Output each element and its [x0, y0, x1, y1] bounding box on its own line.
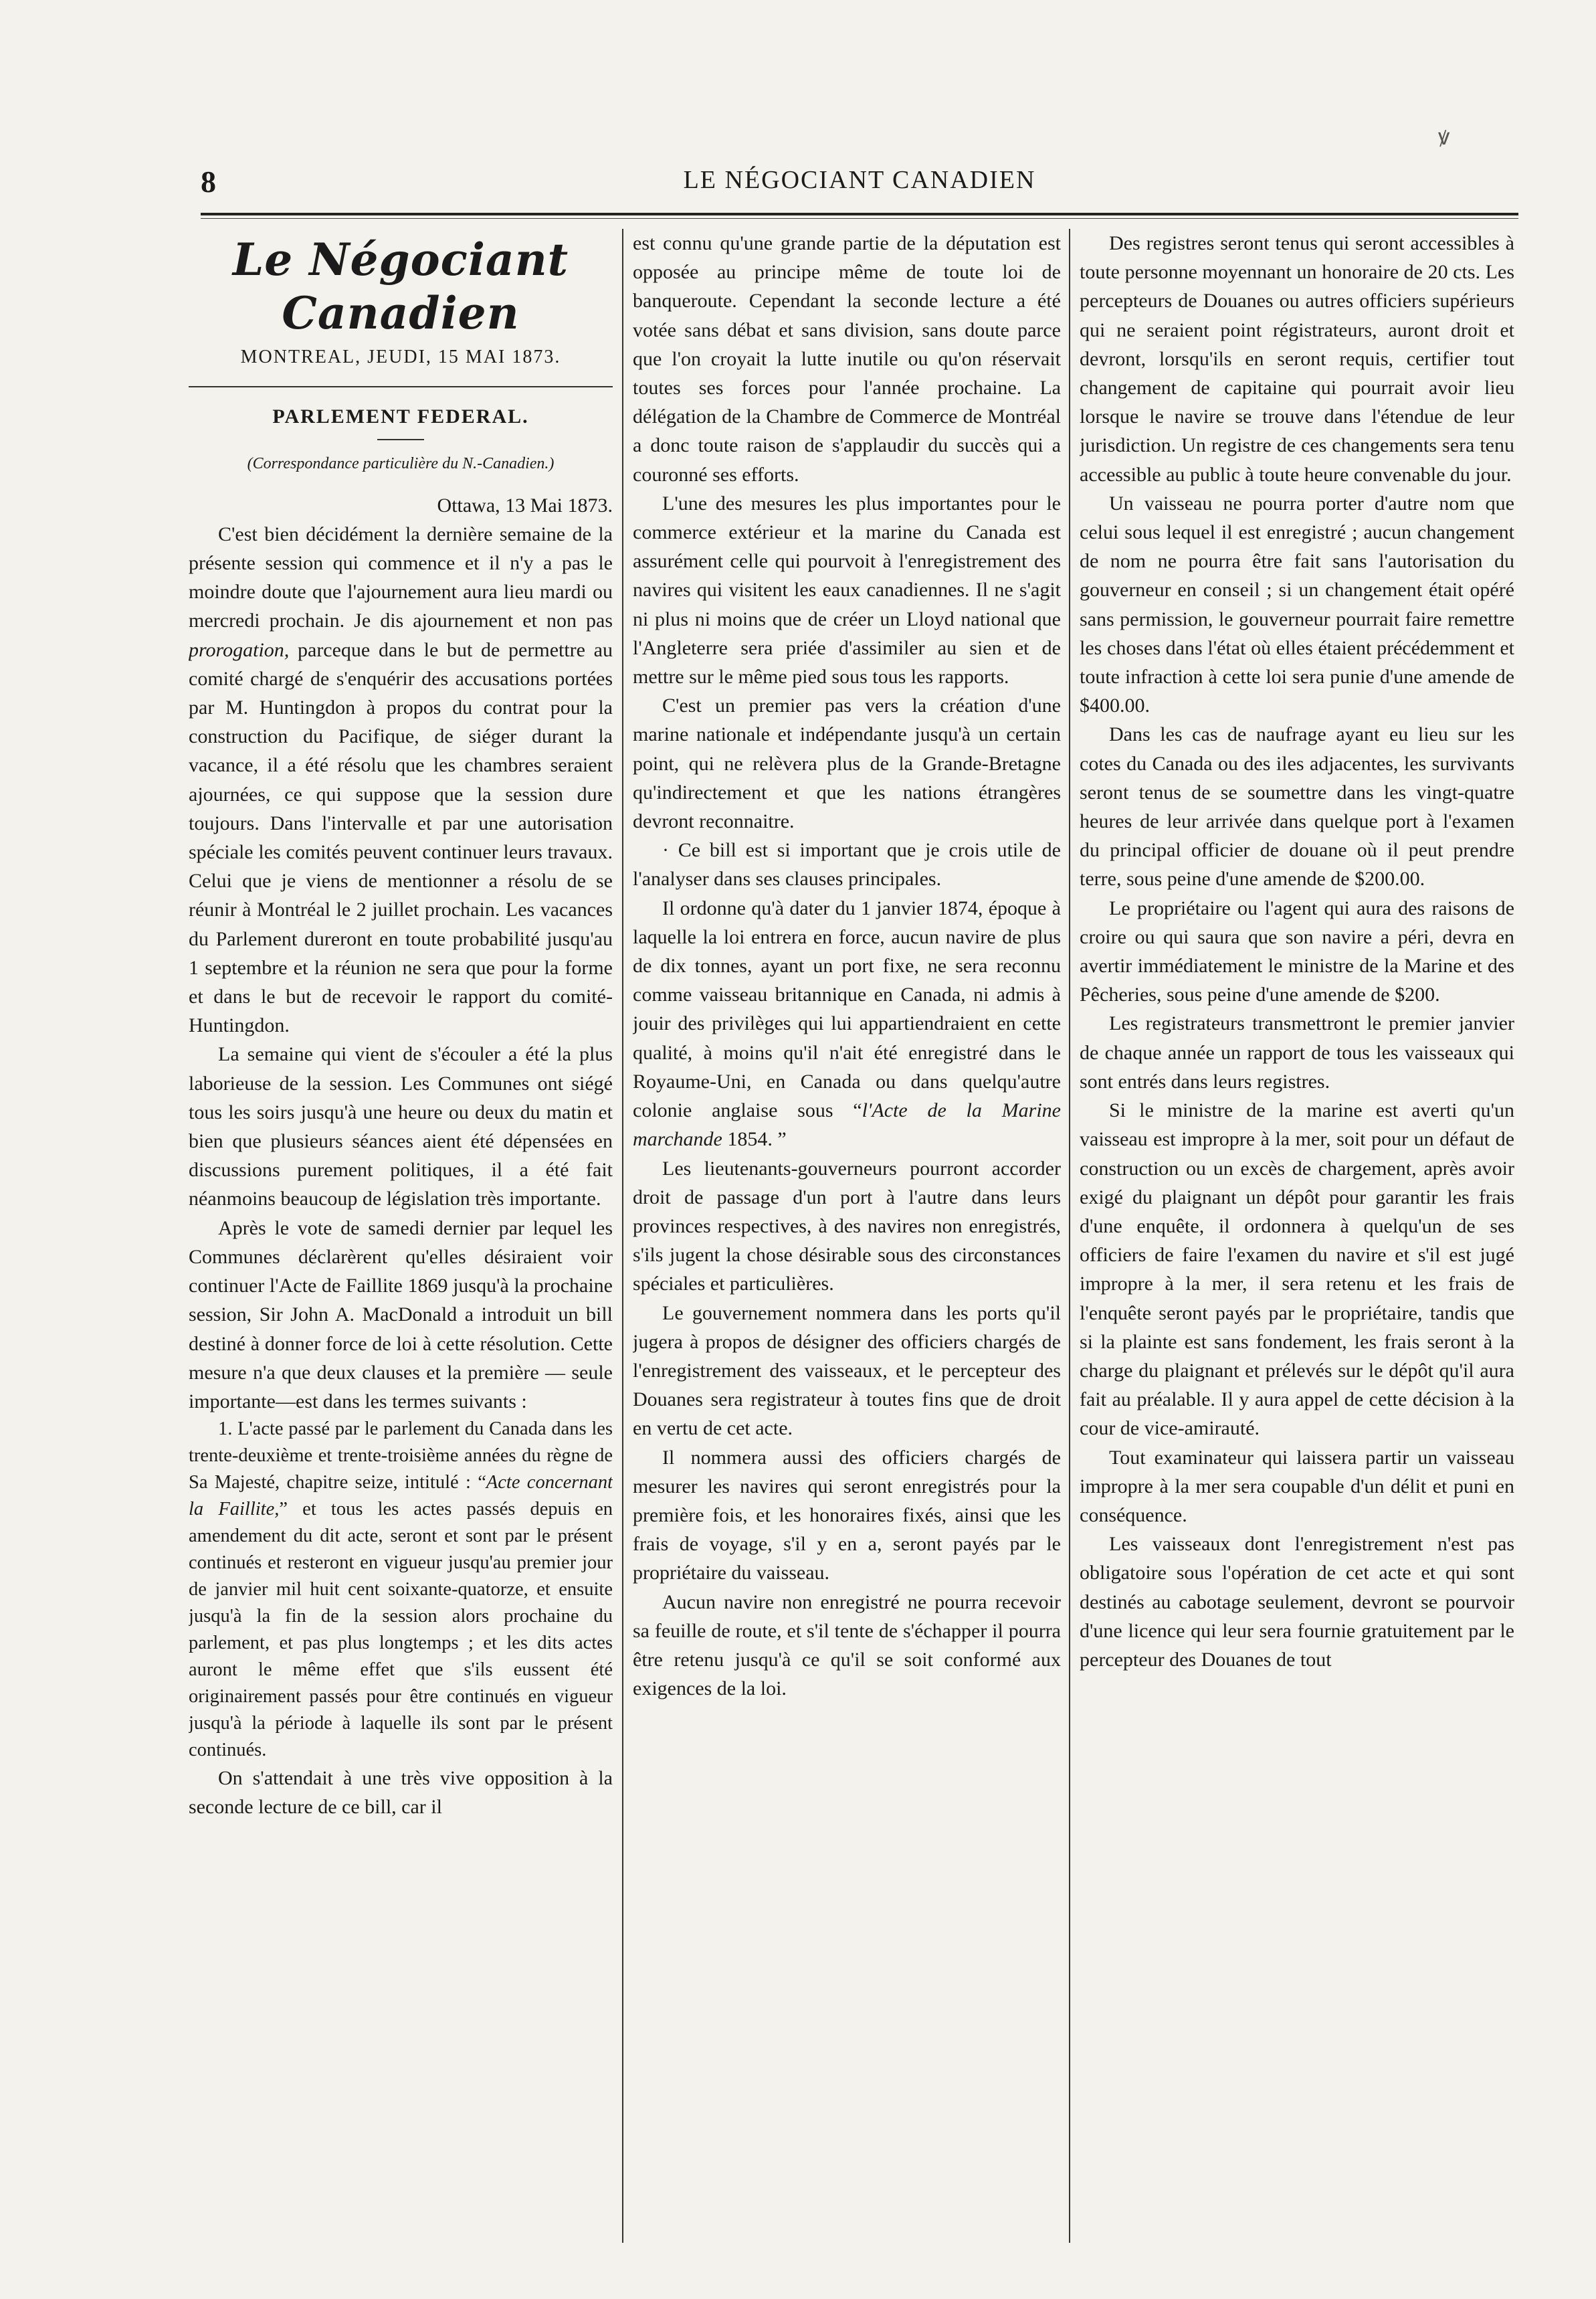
article-paragraph: Un vaisseau ne pourra porter d'autre nom que celui sous lequel il est enregistré ; aucun changement de nom ne pourra être fait sans l'autorisation du gouverneur en conseil ; si un changement était opéré sans permission, le gouverneur pourrait faire remettre les choses dans l'état où elles étaient précédemment et toute infraction à cette loi sera punie d'une amende de $400.00.: [1080, 492, 1514, 717]
article-paragraph: L'une des mesures les plus importantes pour le commerce extérieur et la marine du Canada est assurément celle qui pourvoit à l'enregistrement des navires qui visitent les eaux canadiennes. Il ne s'agit ni plus ni moins que de créer un Lloyd national que l'Angleterre sera priée d'assimiler au sien et de mettre sur le même pied sous tous les rapports.: [633, 492, 1061, 688]
dateline: MONTREAL, JEUDI, 15 MAI 1873.: [240, 347, 561, 367]
article-paragraph: Les lieutenants-gouverneurs pourront accorder droit de passage d'un port à l'autre dans leurs provinces respectives, à des navires non enregistrés, s'ils jugent la chose désirable sous des circonstances spéciales et particulières.: [633, 1157, 1061, 1295]
article-paragraph: Aucun navire non enregistré ne pourra recevoir sa feuille de route, et s'il tente de s'échapper il pourra être retenu jusqu'à ce qu'il se soit conformé aux exigences de la loi.: [633, 1590, 1061, 1700]
corner-mark: ꝟ: [1438, 125, 1450, 150]
page-number: 8: [201, 165, 216, 199]
section-rule: [189, 386, 613, 387]
page-header: [201, 164, 1518, 204]
article-paragraph: · Ce bill est si important que je crois utile de l'analyser dans ses clauses principales.: [633, 839, 1061, 891]
article-paragraph: C'est un premier pas vers la création d'une marine nationale et indépendante jusqu'à un certain point, qui ne relèvera plus de la Grande-Bretagne qu'indirectement et que les nations étrangères devront reconnaitre.: [633, 695, 1061, 833]
article-paragraph: Il nommera aussi des officiers chargés de mesurer les navires qui seront enregistrés pour la première fois, et les honoraires fixés, ainsi que les frais de voyage, s'il y en a, seront payés par le propriétaire du vaisseau.: [633, 1446, 1061, 1584]
place-date: Ottawa, 13 Mai 1873.: [437, 494, 613, 517]
masthead: LE NÉGOCIANT CANADIEN: [683, 166, 1036, 194]
column-divider-2: [1069, 229, 1070, 2243]
article-paragraph: Après le vote de samedi dernier par lequel les Communes déclarèrent qu'elles désiraient voir continuer l'Acte de Faillite 1869 jusqu'à la prochaine session, Sir John A. MacDonald a introduit un bill destiné à donner force de loi à cette résolution. Cette mesure n'a que deux clauses et la première — seule importante—est dans les termes suivants :: [189, 1216, 613, 1412]
article-paragraph: est connu qu'une grande partie de la députation est opposée au principe même de toute loi de banqueroute. Cependant la seconde lecture a été votée sans débat et sans division, sans doute parce que l'on croyait la lutte inutile ou qu'on réservait toutes ses forces pour l'année prochaine. La délégation de la Chambre de Commerce de Montréal a donc toute raison de s'applaudir du succès qui a couronné ses efforts.: [633, 232, 1061, 486]
header-rule-thin: [201, 218, 1518, 219]
article-paragraph: Tout examinateur qui laissera partir un vaisseau impropre à la mer sera coupable d'un délit et puni en conséquence.: [1080, 1446, 1514, 1526]
article-paragraph: Si le ministre de la marine est averti qu'un vaisseau est impropre à la mer, soit pour un défaut de construction ou un excès de chargement, après avoir exigé du plaignant un dépôt pour garantir les frais d'une enquête, il ordonnera à quelqu'un de ses officiers de faire l'examen du navire et s'il est jugé impropre à la mer, il sera retenu et les frais de l'enquête seront payés par le propriétaire, tandis que si la plainte est sans fondement, les frais seront à la charge du plaignant et prélevés sur le dépôt qu'il aura fait au préalable. Il y aura appel de cette décision à la cour de vice-amirauté.: [1080, 1099, 1514, 1440]
paper-title: Le Négociant Canadien: [232, 234, 569, 339]
section-short-rule: [377, 439, 424, 440]
article-paragraph: Des registres seront tenus qui seront accessibles à toute personne moyennant un honoraire de 20 cts. Les percepteurs de Douanes ou autres officiers supérieurs qui ne seraient point régistrateurs, auront droit et devront, lorsqu'ils en seront requis, certifier tout changement de capitaine qui pourrait avoir lieu lorsque le navire se trouve dans l'étendue de leur jurisdiction. Un registre de ces changements sera tenu accessible au public à toute heure convenable du jour.: [1080, 232, 1514, 486]
quoted-clause: 1. L'acte passé par le parlement du Canada dans les trente-deuxième et trente-troisième années du règne de Sa Majesté, chapitre seize, intitulé : “Acte concernant la Faillite,” et tous les actes passés depuis en amendement du dit acte, seront et sont par le présent continués et resteront en vigueur jusqu'au premier jour de janvier mil huit cent soixante-quatorze, et ensuite jusqu'à la fin de la session alors prochaine du parlement, et pas plus longtemps ; et les dits actes auront le même effet que s'ils eussent été originairement passés pour être continués en vigueur jusqu'à la période à laquelle ils sont par le présent continués.: [189, 1418, 613, 1761]
article-paragraph: C'est bien décidément la dernière semaine de la présente session qui commence et il n'y a pas le moindre doute que l'ajournement aura lieu mardi ou mercredi prochain. Je dis ajournement et non pas prorogation, parceque dans le but de permettre au comité chargé de s'enquérir des accusations portées par M. Huntingdon à propos du contrat pour la construction du Pacifique, de siéger durant la vacance, il a été résolu que les chambres seraient ajournées, ce qui suppose que la session dure toujours. Dans l'intervalle et par une autorisation spéciale les comités peuvent continuer leurs travaux. Celui que je viens de mentionner a résolu de se réunir à Montréal le 2 juillet prochain. Les vacances du Parlement dureront en toute probabilité jusqu'au 1 septembre et la réunion ne sera que pour la forme et dans le but de recevoir le rapport du comité-Huntingdon.: [189, 523, 613, 1037]
section-title: PARLEMENT FEDERAL.: [272, 405, 529, 428]
correspondance-note: (Correspondance particulière du N.-Canadien.): [247, 455, 555, 473]
article-paragraph: Le gouvernement nommera dans les ports qu'il jugera à propos de désigner des officiers chargés de l'enregistrement des vaisseaux, et le percepteur des Douanes sera registrateur à toutes fins que de droit en vertu de cet acte.: [633, 1301, 1061, 1440]
column-3: [1080, 229, 1514, 2243]
article-paragraph: Les vaisseaux dont l'enregistrement n'est pas obligatoire sous l'opération de cet acte et qui sont destinés au cabotage seulement, devront se pourvoir d'une licence qui leur sera fournie gratuitement par le percepteur des Douanes de tout: [1080, 1533, 1514, 1671]
article-paragraph: La semaine qui vient de s'écouler a été la plus laborieuse de la session. Les Communes ont siégé tous les soirs jusqu'à une heure ou deux du matin et bien que plusieurs séances aient été dépensées en discussions purement politiques, il a été fait néanmoins beaucoup de législation très importante.: [189, 1043, 613, 1210]
article-paragraph: Les registrateurs transmettront le premier janvier de chaque année un rapport de tous les vaisseaux qui sont entrés dans leurs registres.: [1080, 1012, 1514, 1093]
article-paragraph: Dans les cas de naufrage ayant eu lieu sur les cotes du Canada ou des iles adjacentes, les survivants seront tenus de se soumettre dans les vingt-quatre heures de leur arrivée dans quelque port à l'examen du principal officier de douane où il peut prendre terre, sous peine d'une amende de $200.00.: [1080, 723, 1514, 891]
column-divider-1: [622, 229, 623, 2243]
article-paragraph: Il ordonne qu'à dater du 1 janvier 1874, époque à laquelle la loi entrera en force, aucun navire de plus de dix tonnes, ayant un port fixe, ne sera reconnu comme vaisseau britannique en Canada, ni admis à jouir des privilèges qui lui appartiendraient en cette qualité, à moins qu'il n'ait été enregistré dans le Royaume-Uni, en Canada ou dans quelqu'autre colonie anglaise sous “l'Acte de la Marine marchande 1854. ”: [633, 897, 1061, 1151]
article-paragraph: Le propriétaire ou l'agent qui aura des raisons de croire ou qui saura que son navire a péri, devra en avertir immédiatement le ministre de la Marine et des Pêcheries, sous peine d'une amende de $200.: [1080, 897, 1514, 1006]
column-1: [189, 229, 613, 2243]
column-2: [633, 229, 1061, 2243]
article-paragraph: On s'attendait à une très vive opposition à la seconde lecture de ce bill, car il: [189, 1767, 613, 1819]
header-rule: [201, 213, 1518, 215]
